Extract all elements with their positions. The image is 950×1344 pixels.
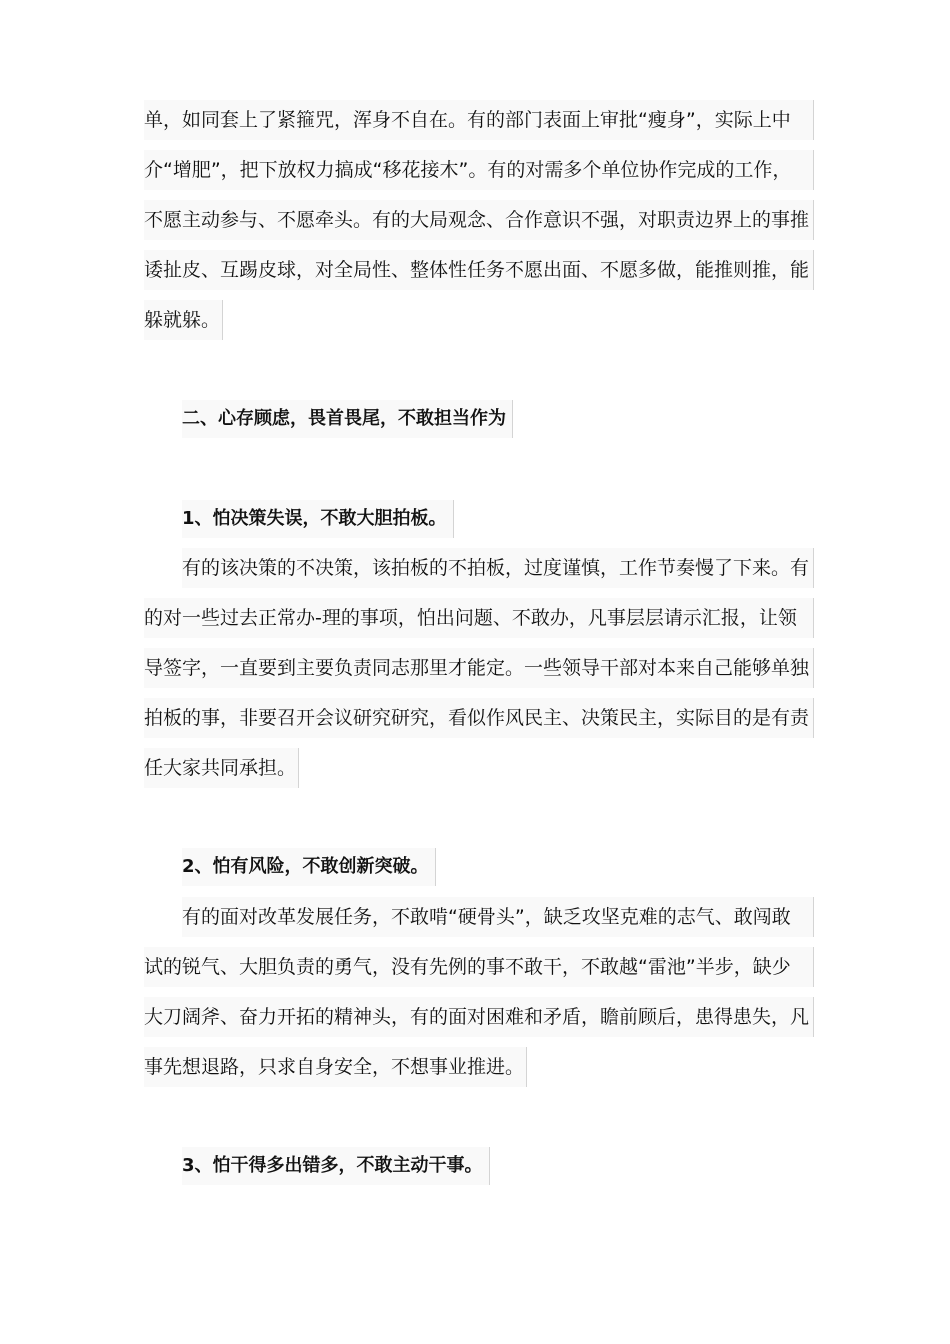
paragraph-line: 躲就躲。 [144,300,223,340]
paragraph-line: 试的锐气、大胆负责的勇气，没有先例的事不敢干，不敢越“雷池”半步，缺少 [144,947,814,987]
paragraph-line: 大刀阔斧、奋力开拓的精神头，有的面对困难和矛盾，瞻前顾后，患得患失，凡 [144,997,814,1037]
paragraph-line: 的对一些过去正常办-理的事项，怕出问题、不敢办，凡事层层请示汇报，让领 [144,598,814,638]
paragraph-line: 单，如同套上了紧箍咒，浑身不自在。有的部门表面上审批“瘦身”，实际上中 [144,100,814,140]
paragraph-line: 事先想退路，只求自身安全，不想事业推进。 [144,1047,527,1087]
item-heading: 1、怕决策失误，不敢大胆拍板。 [182,500,454,538]
paragraph-line: 有的面对改革发展任务，不敢啃“硬骨头”，缺乏攻坚克难的志气、敢闯敢 [182,897,814,937]
section-heading: 二、心存顾虑，畏首畏尾，不敢担当作为 [182,400,513,438]
paragraph-line: 导签字，一直要到主要负责同志那里才能定。一些领导干部对本来自己能够单独 [144,648,814,688]
paragraph-line: 任大家共同承担。 [144,748,299,788]
paragraph-line: 介“增肥”，把下放权力搞成“移花接木”。有的对需多个单位协作完成的工作， [144,150,814,190]
paragraph-line: 不愿主动参与、不愿牵头。有的大局观念、合作意识不强，对职责边界上的事推 [144,200,814,240]
paragraph-line: 拍板的事，非要召开会议研究研究，看似作风民主、决策民主，实际目的是有责 [144,698,814,738]
paragraph-line: 诿扯皮、互踢皮球，对全局性、整体性任务不愿出面、不愿多做，能推则推，能 [144,250,814,290]
item-heading: 3、怕干得多出错多，不敢主动干事。 [182,1147,490,1185]
paragraph-line: 有的该决策的不决策，该拍板的不拍板，过度谨慎，工作节奏慢了下来。有 [182,548,814,588]
item-heading: 2、怕有风险，不敢创新突破。 [182,848,436,886]
